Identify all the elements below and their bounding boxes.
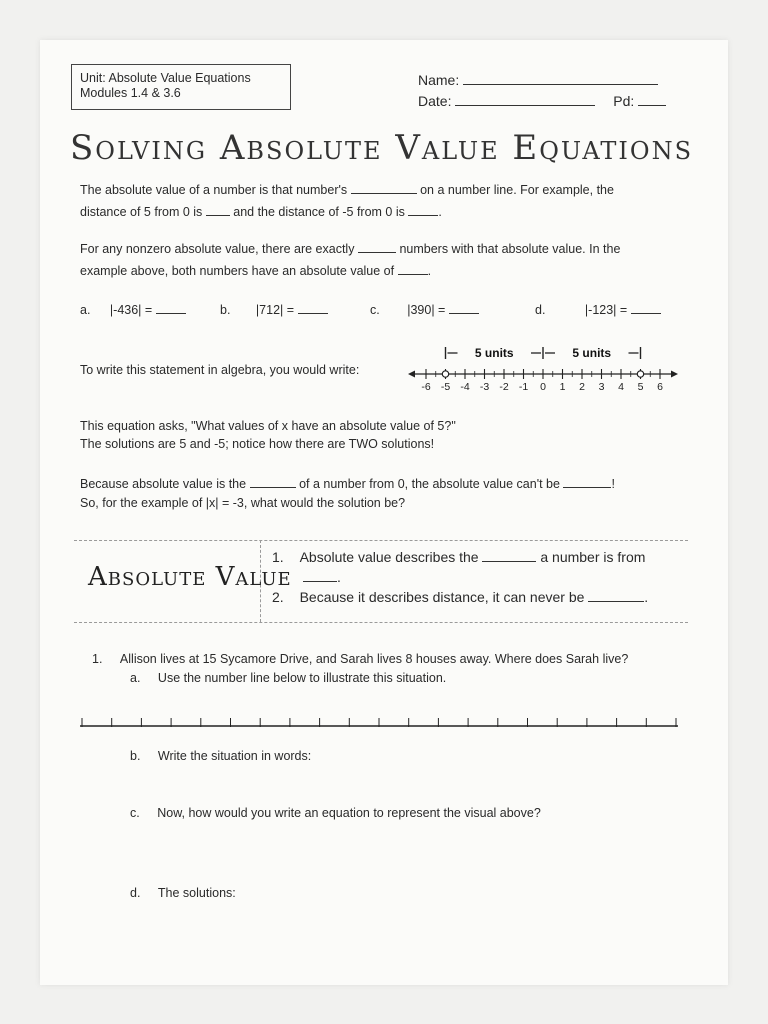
tick-label: -4	[460, 381, 470, 393]
definition-item-1-continued: .	[303, 568, 341, 586]
blank-number-line[interactable]	[80, 712, 680, 736]
answer-blank[interactable]	[588, 590, 644, 602]
problem-b: b. |712| =	[220, 302, 328, 318]
name-label: Name:	[418, 72, 460, 88]
answer-blank[interactable]	[631, 302, 661, 314]
tick-label: 6	[657, 381, 663, 393]
modules-line: Modules 1.4 & 3.6	[80, 86, 181, 100]
tick-label: 0	[540, 381, 546, 393]
right-distance-label: 5 units	[572, 346, 612, 360]
question-1c: c. Now, how would you write an equation to represent the visual above?	[130, 806, 541, 820]
problem-a: a. |-436| =	[80, 302, 186, 318]
question-1d: d. The solutions:	[130, 886, 236, 900]
intro-line-1: The absolute value of a number is that number's on a number line. For example, the	[80, 183, 614, 197]
tick-label: 3	[598, 381, 605, 393]
algebra-prompt: To write this statement in algebra, you would write:	[80, 363, 360, 377]
arrow-right-icon	[671, 371, 678, 378]
tick-label: -5	[440, 381, 451, 393]
intro-line-2: distance of 5 from 0 is and the distance of -5 from 0 is .	[80, 205, 442, 219]
point-marker	[442, 371, 448, 377]
answer-blank[interactable]	[156, 302, 186, 314]
tick-label: -2	[499, 381, 509, 393]
left-distance-label: 5 units	[474, 346, 514, 360]
pd-label: Pd:	[613, 93, 635, 109]
answer-blank[interactable]	[449, 302, 479, 314]
tick-label: -6	[421, 381, 431, 393]
tick-label: 2	[579, 381, 585, 393]
pd-blank[interactable]	[638, 94, 666, 106]
divider-top	[74, 540, 688, 541]
point-marker	[637, 371, 643, 377]
tick-label: 4	[618, 381, 624, 393]
name-blank[interactable]	[463, 73, 658, 85]
answer-blank[interactable]	[482, 550, 536, 562]
name-field[interactable]	[418, 72, 658, 88]
equation-solutions: The solutions are 5 and -5; notice how there are TWO solutions!	[80, 437, 435, 451]
equation-question: This equation asks, "What values of x have an absolute value of 5?"	[80, 419, 456, 433]
intro-line-3: For any nonzero absolute value, there are exactly numbers with that absolute value. In the	[80, 242, 621, 256]
unit-info-box	[71, 64, 291, 110]
date-label: Date:	[418, 93, 452, 109]
answer-blank[interactable]	[303, 570, 337, 582]
tick-label: 1	[559, 381, 566, 393]
date-blank[interactable]	[455, 94, 595, 106]
because-line-2: So, for the example of |x| = -3, what would the solution be?	[80, 496, 406, 510]
tick-label: 5	[637, 381, 644, 393]
date-field[interactable]	[418, 93, 666, 109]
absolute-value-heading: Absolute Value	[88, 562, 292, 592]
answer-blank[interactable]	[298, 302, 328, 314]
question-1a: a. Use the number line below to illustrate this situation.	[130, 671, 447, 685]
definition-item-2: 2. Because it describes distance, it can never be .	[272, 589, 649, 605]
tick-label: -3	[479, 381, 490, 393]
page-title: Solving Absolute Value Equations	[70, 128, 694, 168]
number-line-five-units	[408, 340, 680, 398]
because-line-1: Because absolute value is the of a number from 0, the absolute value can't be !	[80, 477, 615, 491]
question-1b: b. Write the situation in words:	[130, 749, 312, 763]
divider-bottom	[74, 622, 688, 623]
problem-d: d. |-123| =	[535, 302, 661, 318]
question-1: 1. Allison lives at 15 Sycamore Drive, and Sarah lives 8 houses away. Where does Sarah live?	[92, 652, 629, 666]
intro-line-4: example above, both numbers have an absolute value of .	[80, 264, 432, 278]
definition-item-1: 1. Absolute value describes the a number is from	[272, 549, 646, 565]
problem-c: c. |390| =	[370, 302, 479, 318]
worksheet-page	[40, 40, 728, 985]
arrow-left-icon	[408, 371, 415, 378]
tick-label: -1	[518, 381, 529, 393]
unit-line: Unit: Absolute Value Equations	[80, 71, 251, 85]
